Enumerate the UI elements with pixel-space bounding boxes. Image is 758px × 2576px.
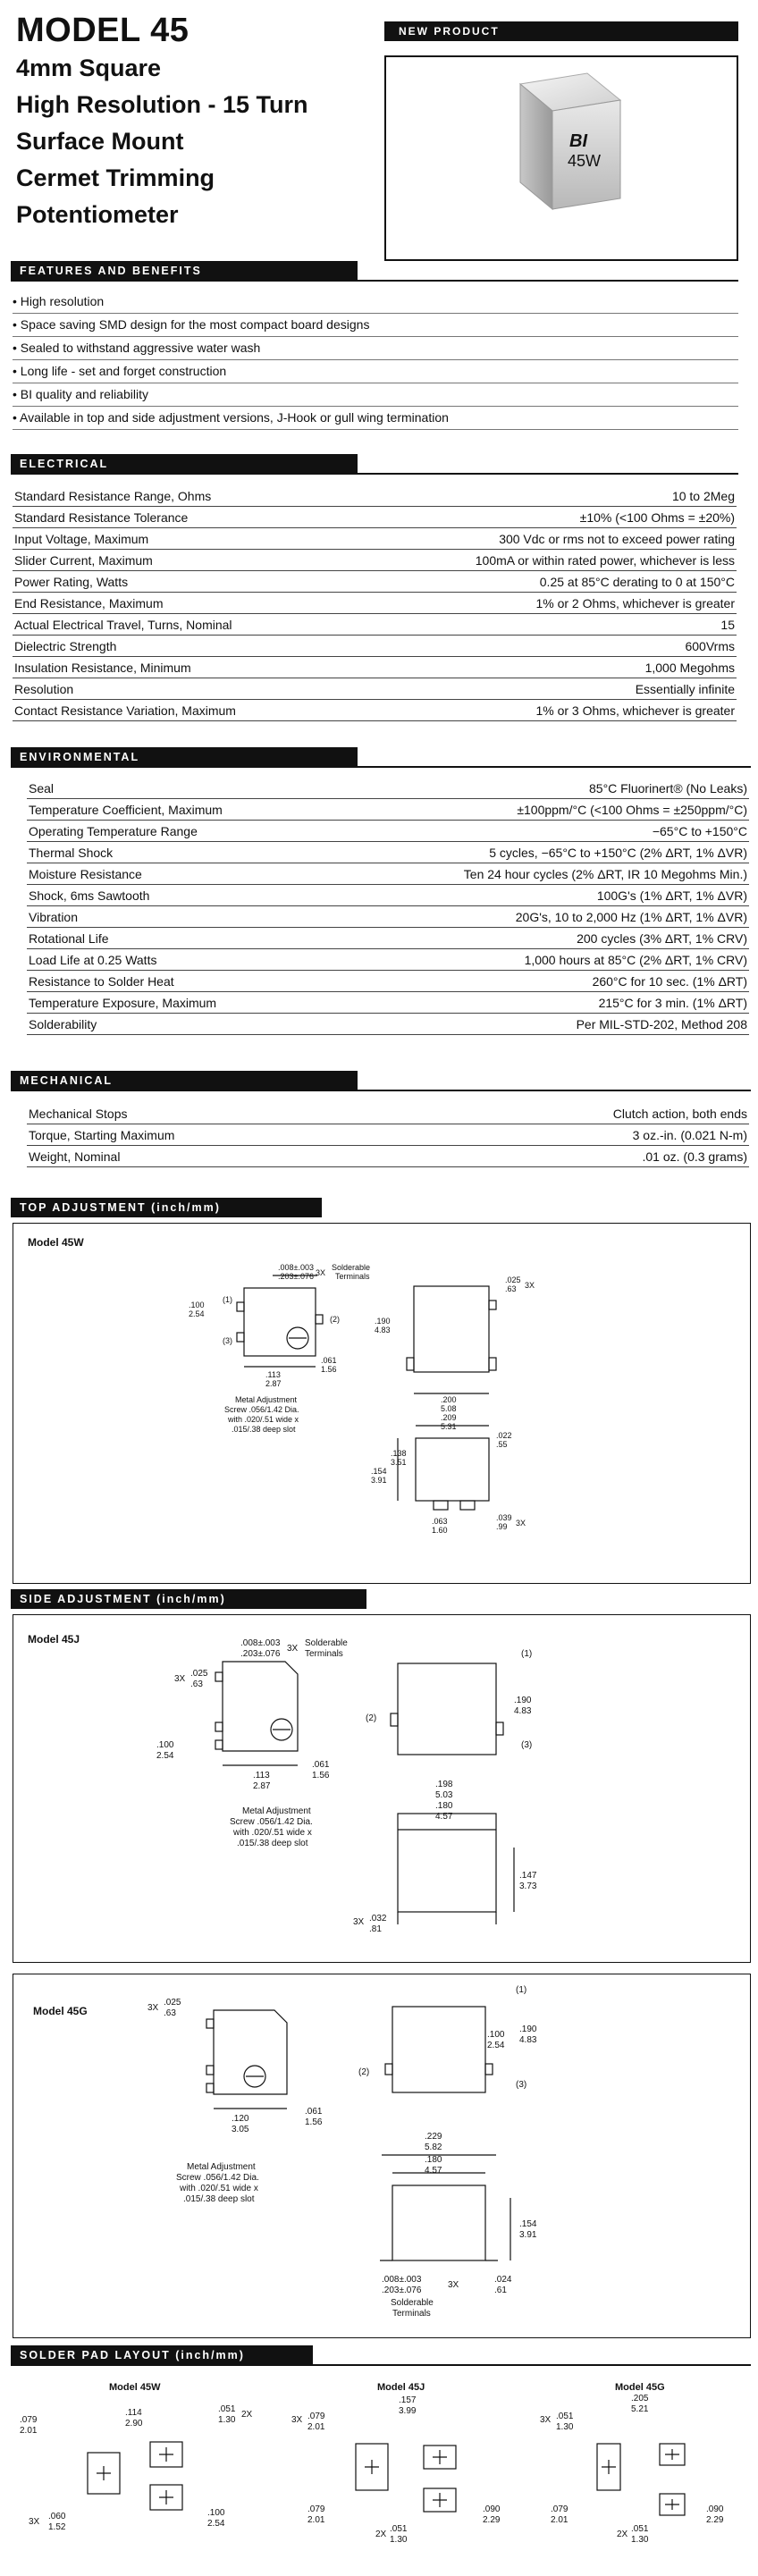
dim-label: .061 — [321, 1356, 337, 1365]
dim-label: .63 — [190, 1679, 203, 1689]
dim-label: (2) — [330, 1315, 340, 1324]
dim-label: 3.51 — [391, 1458, 407, 1467]
spec-label: Slider Current, Maximum — [13, 550, 347, 571]
spec-value: Essentially infinite — [347, 678, 737, 700]
dim-label: 3X — [287, 1644, 299, 1654]
dim-label: 1.56 — [305, 2117, 323, 2127]
side-adjustment-45j-drawing — [13, 1614, 751, 1963]
spec-label: Standard Resistance Range, Ohms — [13, 485, 347, 507]
dim-label: .100 — [487, 2030, 505, 2040]
dim-label: 2.87 — [253, 1781, 271, 1791]
list-item: • Space saving SMD design for the most compact board designs — [13, 314, 738, 337]
dim-label: 2X — [375, 2530, 387, 2539]
dim-label: .025 — [164, 1998, 181, 2008]
dim-label: Metal Adjustment — [242, 1806, 311, 1816]
spec-value: Per MIL-STD-202, Method 208 — [321, 1014, 749, 1035]
dim-label: 5.03 — [435, 1790, 453, 1800]
table-row — [27, 949, 749, 971]
dim-label: 3X — [448, 2280, 459, 2290]
dim-label: 1.30 — [556, 2422, 574, 2432]
list-item: • Available in top and side adjustment versions, J-Hook or gull wing termination — [13, 407, 738, 430]
dim-label: 2.90 — [125, 2419, 143, 2429]
dim-label: 2.54 — [189, 1309, 205, 1318]
dim-label: .190 — [375, 1317, 391, 1326]
spec-value: 1,000 hours at 85°C (2% ΔRT, 1% CRV) — [321, 949, 749, 971]
dim-label: .100 — [156, 1740, 174, 1750]
dim-label: .100 — [189, 1301, 205, 1309]
spec-value: 1% or 2 Ohms, whichever is greater — [347, 593, 737, 614]
environmental-table — [27, 778, 749, 1035]
dim-label: 3.05 — [232, 2125, 249, 2134]
dim-label: 4.83 — [519, 2035, 537, 2045]
dim-label: 2.01 — [307, 2422, 325, 2432]
table-row — [13, 593, 737, 614]
model-label: Model 45W — [28, 1236, 84, 1249]
new-product-bar: NEW PRODUCT — [384, 21, 738, 41]
side-adjustment-title: SIDE ADJUSTMENT (inch/mm) — [11, 1589, 366, 1609]
spec-value: 10 to 2Meg — [347, 485, 737, 507]
dim-label: .025 — [190, 1669, 208, 1679]
dim-label: with .020/.51 wide x — [180, 2184, 258, 2193]
dim-label: .015/.38 deep slot — [237, 1839, 308, 1848]
dim-label: Screw .056/1.42 Dia. — [230, 1817, 313, 1827]
dim-label: 2.54 — [156, 1751, 174, 1761]
dim-label: .051 — [218, 2404, 236, 2414]
dim-label: .015/.38 deep slot — [183, 2194, 255, 2204]
subtitle-line-3: Surface Mount — [16, 128, 184, 155]
dim-label: 3X — [29, 2517, 40, 2527]
spec-value: Clutch action, both ends — [403, 1103, 749, 1124]
dim-label: 3.91 — [371, 1476, 387, 1485]
dim-label: with .020/.51 wide x — [233, 1828, 312, 1838]
list-item: • BI quality and reliability — [13, 383, 738, 407]
dim-label: .154 — [371, 1467, 387, 1476]
spec-label: Thermal Shock — [27, 842, 321, 863]
dim-label: 3.99 — [399, 2406, 417, 2416]
dim-label: .209 — [441, 1413, 457, 1422]
spec-value: Ten 24 hour cycles (2% ΔRT, IR 10 Megohms Min.) — [321, 863, 749, 885]
table-row — [13, 485, 737, 507]
spec-label: Weight, Nominal — [27, 1146, 403, 1167]
table-row — [13, 614, 737, 636]
top-adjustment-title: TOP ADJUSTMENT (inch/mm) — [11, 1198, 322, 1217]
dim-label: 2.87 — [265, 1379, 282, 1388]
dim-label: .079 — [551, 2504, 568, 2514]
dim-label: .061 — [312, 1760, 330, 1770]
spec-label: Torque, Starting Maximum — [27, 1124, 403, 1146]
dim-label: Metal Adjustment — [187, 2162, 256, 2172]
spec-value: 1% or 3 Ohms, whichever is greater — [347, 700, 737, 721]
dim-label: .180 — [425, 2155, 442, 2165]
spec-value: ±100ppm/°C (<100 Ohms = ±250ppm/°C) — [321, 799, 749, 821]
spec-value: 15 — [347, 614, 737, 636]
dim-label: .090 — [706, 2504, 724, 2514]
dim-label: 4.83 — [514, 1706, 532, 1716]
dim-label: (1) — [521, 1649, 533, 1659]
dim-label: 1.30 — [218, 2415, 236, 2425]
spec-value: .01 oz. (0.3 grams) — [403, 1146, 749, 1167]
features-title: FEATURES AND BENEFITS — [11, 261, 358, 281]
table-row — [27, 992, 749, 1014]
dim-label: .079 — [307, 2412, 325, 2421]
dim-label: Metal Adjustment — [235, 1395, 298, 1404]
dim-label: .113 — [253, 1771, 270, 1780]
dim-label: .008±.003 — [240, 1638, 281, 1648]
dim-label: Terminals — [392, 2309, 431, 2319]
list-item: • Long life - set and forget construction — [13, 360, 738, 383]
trimmer-photo-icon — [386, 57, 737, 259]
dim-label: Solderable — [332, 1263, 371, 1272]
product-photo — [384, 55, 738, 261]
divider — [11, 280, 738, 282]
table-row — [27, 821, 749, 842]
dim-label: .190 — [519, 2025, 537, 2034]
table-row — [13, 550, 737, 571]
spec-label: Solderability — [27, 1014, 321, 1035]
dim-label: .203±.076 — [278, 1272, 314, 1281]
spec-label: Contact Resistance Variation, Maximum — [13, 700, 347, 721]
dim-label: 2X — [617, 2530, 628, 2539]
subtitle-line-5: Potentiometer — [16, 201, 179, 228]
solder-pad-drawing — [0, 2369, 758, 2571]
top-adjustment-drawing — [13, 1223, 751, 1584]
spec-value: −65°C to +150°C — [321, 821, 749, 842]
dim-label: 1.56 — [321, 1365, 337, 1374]
model-label: Model 45J — [377, 2382, 425, 2393]
mechanical-title: MECHANICAL — [11, 1071, 358, 1090]
outline-drawing-45g — [13, 1974, 748, 2336]
dim-label: .81 — [369, 1924, 382, 1934]
dim-label: 1.30 — [631, 2535, 649, 2545]
spec-label: Resistance to Solder Heat — [27, 971, 321, 992]
dim-label: 3X — [174, 1674, 186, 1684]
dim-label: .008±.003 — [382, 2275, 422, 2285]
dim-label: .203±.076 — [382, 2286, 422, 2295]
mechanical-table — [27, 1103, 749, 1167]
dim-label: .190 — [514, 1696, 532, 1705]
dim-label: .63 — [505, 1284, 517, 1293]
dim-label: 2.01 — [20, 2426, 38, 2436]
subtitle-line-1: 4mm Square — [16, 55, 162, 81]
dim-label: 1.30 — [390, 2535, 408, 2545]
dim-label: .051 — [631, 2524, 649, 2534]
spec-label: Load Life at 0.25 Watts — [27, 949, 321, 971]
spec-value: 85°C Fluorinert® (No Leaks) — [321, 778, 749, 799]
model-title: MODEL 45 — [16, 12, 190, 49]
dim-label: 2X — [241, 2410, 253, 2420]
dim-label: 4.57 — [435, 1812, 453, 1822]
model-label: Model 45G — [33, 2005, 88, 2017]
dim-label: 3.73 — [519, 1881, 537, 1891]
subtitle-line-2: High Resolution - 15 Turn — [16, 91, 308, 118]
spec-value: 300 Vdc or rms not to exceed power rating — [347, 528, 737, 550]
spec-value: 600Vrms — [347, 636, 737, 657]
table-row — [27, 1014, 749, 1035]
dim-label: 5.21 — [631, 2404, 649, 2414]
dim-label: 2.54 — [487, 2041, 505, 2050]
dim-label: .61 — [494, 2286, 507, 2295]
table-row — [27, 906, 749, 928]
outline-drawing-45j — [13, 1615, 748, 1960]
dim-label: (2) — [358, 2067, 370, 2077]
dim-label: 2.54 — [207, 2519, 225, 2529]
dim-label: (1) — [516, 1985, 527, 1995]
spec-label: Actual Electrical Travel, Turns, Nominal — [13, 614, 347, 636]
spec-label: Temperature Exposure, Maximum — [27, 992, 321, 1014]
spec-label: Temperature Coefficient, Maximum — [27, 799, 321, 821]
dim-label: .229 — [425, 2132, 442, 2142]
table-row — [13, 528, 737, 550]
model-label: Model 45G — [615, 2382, 665, 2393]
dim-label: (1) — [223, 1295, 232, 1304]
dim-label: 4.83 — [375, 1326, 391, 1334]
dim-label: (3) — [516, 2080, 527, 2090]
dim-label: Screw .056/1.42 Dia. — [224, 1405, 299, 1414]
dim-label: .63 — [164, 2008, 176, 2018]
dim-label: .200 — [441, 1395, 457, 1404]
table-row — [13, 571, 737, 593]
dim-label: .025 — [505, 1275, 521, 1284]
spec-value: 0.25 at 85°C derating to 0 at 150°C — [347, 571, 737, 593]
list-item: • Sealed to withstand aggressive water wash — [13, 337, 738, 360]
side-adjustment-45g-drawing — [13, 1974, 751, 2338]
table-row — [13, 636, 737, 657]
dim-label: .120 — [232, 2114, 249, 2124]
table-row — [27, 971, 749, 992]
spec-value: 5 cycles, −65°C to +150°C (2% ΔRT, 1% ΔVR) — [321, 842, 749, 863]
dim-label: .157 — [399, 2395, 417, 2405]
model-label: Model 45J — [28, 1633, 80, 1646]
spec-value: 215°C for 3 min. (1% ΔRT) — [321, 992, 749, 1014]
dim-label: .205 — [631, 2394, 649, 2403]
spec-label: Rotational Life — [27, 928, 321, 949]
dim-label: 3X — [353, 1917, 365, 1927]
dim-label: Solderable — [391, 2298, 434, 2308]
spec-value: 260°C for 10 sec. (1% ΔRT) — [321, 971, 749, 992]
dim-label: 5.82 — [425, 2142, 442, 2152]
spec-label: Dielectric Strength — [13, 636, 347, 657]
table-row — [27, 842, 749, 863]
dim-label: 3X — [291, 2415, 303, 2425]
spec-label: Operating Temperature Range — [27, 821, 321, 842]
dim-label: (3) — [521, 1740, 533, 1750]
dim-label: 2.29 — [483, 2515, 501, 2525]
dim-label: .090 — [483, 2504, 501, 2514]
spec-label: Seal — [27, 778, 321, 799]
dim-label: .99 — [496, 1522, 508, 1531]
dim-label: 2.01 — [551, 2515, 568, 2525]
dim-label: .015/.38 deep slot — [232, 1425, 296, 1434]
table-row — [27, 799, 749, 821]
title-block — [16, 11, 308, 233]
dim-label: .138 — [391, 1449, 407, 1458]
dim-label: .55 — [496, 1440, 508, 1449]
dim-label: .032 — [369, 1914, 387, 1924]
part-mark-model: 45W — [568, 152, 602, 170]
dim-label: 3X — [316, 1268, 326, 1277]
divider — [11, 473, 738, 475]
spec-value: ±10% (<100 Ohms = ±20%) — [347, 507, 737, 528]
dim-label: 5.08 — [441, 1404, 457, 1413]
divider — [11, 766, 751, 768]
dim-label: (3) — [223, 1336, 232, 1345]
spec-label: Input Voltage, Maximum — [13, 528, 347, 550]
features-list — [13, 290, 738, 430]
spec-label: Moisture Resistance — [27, 863, 321, 885]
spec-label: Insulation Resistance, Minimum — [13, 657, 347, 678]
outline-drawing-45w — [13, 1224, 748, 1581]
environmental-title: ENVIRONMENTAL — [11, 747, 358, 767]
dim-label: .024 — [494, 2275, 512, 2285]
table-row — [27, 1103, 749, 1124]
table-row — [13, 678, 737, 700]
dim-label: .100 — [207, 2508, 225, 2518]
spec-label: Vibration — [27, 906, 321, 928]
dim-label: 4.57 — [425, 2166, 442, 2176]
dim-label: .051 — [556, 2412, 574, 2421]
spec-value: 1,000 Megohms — [347, 657, 737, 678]
dim-label: 3X — [516, 1519, 526, 1528]
table-row — [13, 657, 737, 678]
spec-label: Resolution — [13, 678, 347, 700]
table-row — [27, 885, 749, 906]
table-row — [27, 778, 749, 799]
dim-label: 2.01 — [307, 2515, 325, 2525]
spec-value: 3 oz.-in. (0.021 N-m) — [403, 1124, 749, 1146]
divider — [11, 1090, 751, 1091]
table-row — [13, 507, 737, 528]
table-row — [13, 700, 737, 721]
dim-label: 3.91 — [519, 2230, 537, 2240]
list-item: • High resolution — [13, 290, 738, 314]
dim-label: .063 — [432, 1517, 448, 1526]
dim-label: .154 — [519, 2219, 537, 2229]
dim-label: with .020/.51 wide x — [228, 1415, 299, 1424]
dim-label: .008±.003 — [278, 1263, 314, 1272]
dim-label: Solderable — [305, 1638, 348, 1648]
table-row — [27, 1146, 749, 1167]
dim-label: 1.60 — [432, 1526, 448, 1535]
dim-label: 2.29 — [706, 2515, 724, 2525]
dim-label: .022 — [496, 1431, 512, 1440]
dim-label: .198 — [435, 1780, 453, 1789]
spec-label: End Resistance, Maximum — [13, 593, 347, 614]
spec-label: Shock, 6ms Sawtooth — [27, 885, 321, 906]
spec-value: 100G's (1% ΔRT, 1% ΔVR) — [321, 885, 749, 906]
table-row — [27, 928, 749, 949]
dim-label: Terminals — [305, 1649, 343, 1659]
dim-label: 3X — [540, 2415, 552, 2425]
dim-label: 3X — [147, 2003, 159, 2013]
part-mark-bi: BI — [569, 131, 587, 151]
dim-label: (2) — [366, 1713, 377, 1723]
dim-label: 1.52 — [48, 2522, 66, 2532]
dim-label: .039 — [496, 1513, 512, 1522]
electrical-title: ELECTRICAL — [11, 454, 358, 474]
dim-label: .114 — [125, 2408, 142, 2418]
dim-label: .180 — [435, 1801, 453, 1811]
table-row — [27, 863, 749, 885]
spec-label: Mechanical Stops — [27, 1103, 403, 1124]
dim-label: .113 — [265, 1370, 281, 1379]
spec-label: Standard Resistance Tolerance — [13, 507, 347, 528]
solder-pad-title: SOLDER PAD LAYOUT (inch/mm) — [11, 2345, 313, 2365]
dim-label: 3X — [525, 1281, 535, 1290]
spec-value: 200 cycles (3% ΔRT, 1% CRV) — [321, 928, 749, 949]
dim-label: .079 — [20, 2415, 38, 2425]
divider — [11, 2364, 751, 2366]
dim-label: 5.31 — [441, 1422, 457, 1431]
spec-value: 100mA or within rated power, whichever is less — [347, 550, 737, 571]
spec-label: Power Rating, Watts — [13, 571, 347, 593]
dim-label: .147 — [519, 1871, 537, 1881]
dim-label: Terminals — [335, 1272, 370, 1281]
subtitle-line-4: Cermet Trimming — [16, 164, 215, 191]
dim-label: 1.56 — [312, 1771, 330, 1780]
dim-label: Screw .056/1.42 Dia. — [176, 2173, 259, 2183]
electrical-table — [13, 485, 737, 721]
dim-label: .060 — [48, 2512, 66, 2521]
dim-label: .051 — [390, 2524, 408, 2534]
dim-label: .203±.076 — [240, 1649, 281, 1659]
spec-value: 20G's, 10 to 2,000 Hz (1% ΔRT, 1% ΔVR) — [321, 906, 749, 928]
table-row — [27, 1124, 749, 1146]
dim-label: .061 — [305, 2107, 323, 2117]
dim-label: .079 — [307, 2504, 325, 2514]
model-label: Model 45W — [109, 2382, 161, 2393]
